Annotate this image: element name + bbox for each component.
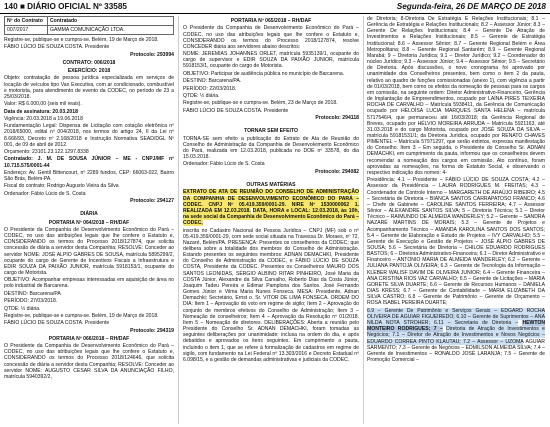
- paragraph: Registre-se, publique-se e cumpra-se. Belém, 19 de Março de 2018.: [4, 37, 159, 43]
- paragraph: DESTINO: Barcarena/PA.: [183, 78, 242, 85]
- contract-table: [4, 16, 174, 35]
- table-header-row: [5, 17, 174, 26]
- paragraph: QTDE: ½ diária.: [183, 92, 220, 99]
- signature: FÁBIO LÚCIO DE SOUZA COSTA. Presidente: [183, 107, 289, 114]
- highlight-blue: Diretoria de Atração de Investimentos e Negócios; 7.1 – Diretor de Atração de Investimentos e Novos Negócios – EDUARDO CORREA PINTO KLAUTAU; 7.2 – Assessor – UZOMA: [367, 326, 545, 345]
- paragraph: Data de assinatura: 20.03.2018: [4, 108, 78, 115]
- column-divider: [363, 16, 364, 424]
- table-cell: 007/2017: [5, 26, 48, 35]
- page-number: 140: [4, 2, 18, 11]
- section-title: PORTARIA Nº 066/2018 – RH/DAF: [48, 335, 130, 342]
- signature: FÁBIO LÚCIO DE SOUZA COSTA. Presidente: [4, 44, 110, 51]
- section-title: DIÁRIA: [80, 211, 98, 218]
- paragraph: O Presidente da Companhia de Desenvolvimento Econômico do Pará – CODEC, no uso das atribuições legais que lhe confere o Estatuto e, CONSIDERANDO os termos do Processo 2018/124646, que solicita concessão de diária a servidor desta Companhia; RESOLVE: Conceder ao servidor NOME: AUGUSTO CESAR SILVA DA ANUNCIAÇÃO FILHO, matrícula 5940392/2,: [4, 343, 174, 380]
- paragraph: QTDE: ½ diária.: [4, 305, 41, 312]
- protocol-number: Protocolo: 294319: [130, 327, 174, 334]
- paragraph: DESTINO: Barcarena/PA: [4, 290, 61, 297]
- highlight-yellow: DATA, HORA e LOCAL: 12.03.2018, às 10h, na sede social da Companhia de Desenvolvimento Econômico do Pará – CODEC,: [183, 207, 359, 227]
- table-header: Nº do Contrato: [5, 17, 48, 26]
- paragraph: Endereço: Av. Gentil Bittencourt, nº 2289 fundos, CEP: 66063-022, Bairro São Brás, Belém-PA.: [4, 169, 174, 182]
- paragraph: Registre-se, publique-se e cumpra-se. Belém, 23 de Março de 2018.: [183, 100, 338, 107]
- paragraph: Ordenador: Fábio Lúcio de S. Costa: [183, 161, 265, 168]
- column-2: [183, 16, 359, 424]
- table-header: Contratado: [48, 17, 174, 26]
- protocol-number: Protocolo: 294127: [130, 198, 174, 205]
- paragraph: O Presidente da Companhia de Desenvolvimento Econômico do Pará – CODEC, no uso das atribuições legais que lhe confere o Estatuto e, CONSIDERANDO os termos do Processo 2018/127874, resolve CONCEDER diária aos servidores abaixo descritos:: [183, 25, 359, 50]
- paragraph: inscrita no Cadastro Nacional de Pessoa Jurídica – CNPJ (MF) sob o nº 05.419.359/0001-29, com sede social situada na Travessa Dr. Moraes, nº 72, Nazaré, Belém/PA. PRESENÇA: Presentes os conselheiros da CODEC; que delibera sobre a totalidade dos membros do Conselho de Administração. Estando presentes os seguintes membros: ADNAN DEMACHKI, Presidente do Conselho de Administração da CODEC, e FÁBIO LÚCIO DE SOUZA COSTA, Presidente da CODEC. Presentes os Conselheiros MAURO DOS SANTOS LEONIDAS, SÉRGIO ALBINO RITAR PINHEIRO, José Maria da COSTA Júnior, Alexandre da Silva Carvalho, Roberto Dias da Costa Júnior, Joaquim Tadeu Pereira e Edimar Pamplona dos Santos. José Fernando Gomes Júnior e Vilma Maria Nunes Fonseca. MESA: Presidente, Adnan Demachki; Secretário, Ernst o. Sr. VITOR DE LIMA FONSECA. ORDEM DO DIA: Item 1 – Aprovação do voto em regime de sigilo; Item 2 – Aprovação do conjunto de membros efetivos do Conselho de Administração; Item 3 – Nomeação de conselheiros; Item 4 – Aprovação da Resolução nº 01/2018. Item 5 – Nomeação de diretores. DELIBERAÇÕES: Aberta a reunião pelo Presidente do Conselho Sr. ADNAN DEMACHKI, foram tomadas as seguintes deliberações por unanimidade: inclusa na ordem do dia, e após debatidos e aprovados os itens seguintes. Em cumprimento a pauta, incluindo o item 1, que se refere à formalização de cadastros em regime de sigilo, com fundamento na Lei Federal nº 13.303/2016 e Decreto Estadual nº 6.098/15, e a gestão de demandas administrativas e judiciais da CODEC.: [183, 227, 359, 363]
- section-title: TORNAR SEM EFEITO: [244, 128, 298, 135]
- paragraph: Registre-se, publique-se e cumpra-se. Belém, 19 de Março de 2018.: [4, 312, 159, 319]
- highlight-yellow: EXTRATO DE ATA DE REUNIÃO DO CONSELHO DE ADMINISTRAÇÃO DA COMPANHIA DE DESENVOLVIMENTO ECONÔMICO DO PARÁ – CODEC. CNPJ Nº 05.419.359/0001-29. NIRE Nº 1530000062 1. REALIZADA EM 12.03.2018.: [183, 189, 359, 214]
- paragraph: Vigência: 20.03.2018 a 19.06.2018: [4, 115, 83, 122]
- paragraph: Fundamentação Legal: Dispensa de Licitação com cotação eletrônica nº 2018/65000, edital nº 004/2018, nos termos do artigo 24, II da Lei nº 8.666/93, Decreto nº 2.168/2018 e Instrução Normativa SEAD/DGL Nº 001, de 09 de abril de 2012.: [4, 123, 174, 148]
- paragraph: Orçamento: 23101.23.122.1297.8338: [4, 149, 89, 155]
- protocol-number: Protocolo: 294118: [315, 114, 359, 121]
- column-divider: [178, 16, 179, 424]
- paragraph: O Presidente da Companhia de Desenvolvimento Econômico do Pará – CODEC, no uso das atribuições legais que lhe confere o Estatuto e, CONSIDERANDO os termos do Processo 2018/127874, que solicita concessão de diária a servidor desta Companhia; RESOLVE: Conceder ao servidor NOME: JOSÉ ALPIO GABRES DE SOUSA, matrícula 5895299/2, ocupante do cargo de Gerente de Incentivos Fiscais a Infraestrutura e EDIR SOUZA DA PAIXÃO JUNIOR, matrícula 5918153/1, ocupante do cargo de Motorista.: [4, 226, 174, 276]
- paragraph-text: AGUIAR SARMENTO; 7.3 – Gerente de Negócios – EDMILSON ALMEIDA SILVA; 7.4 – Gerente de Investimentos – RONALDO JOSÉ LARANJA; 7.5 – Gerente de Promoção Comercial –: [367, 338, 545, 363]
- highlighted-paragraph: [367, 308, 545, 363]
- table-row: [5, 26, 174, 35]
- section-title: OUTRAS MATÉRIAS: [246, 182, 296, 189]
- paragraph: PERÍODO: 22/03/2018.: [183, 85, 237, 92]
- signature: FÁBIO LÚCIO DE SOUZA COSTA. Presidente: [4, 320, 110, 327]
- paragraph: de Diretoria; 8-Diretoria De Estratégia E Relações Institucionais; 8.1 – Gerência de Estratégia e Relações Institucionais; 8.2 – Assessor Júnior; 8.3 – Gerente De Relações Institucionais; 8.4 – Gerente De Atração de Investimentos e Relações Institucionais; 8.5 – Gerente de Estratégia Institucional; 8.6 – Assessor Sênior; 8.7 – Gerente Regional Belém e Área Metropolitana; 8.8 – Gerente Regional Santarém; 8.9 – Gerente Regional Marabá; 9 – Diretoria Jurídica; 9.1 – Diretor Jurídico; 9.2 – Coordenador do núcleo Jurídico; 9.3 – Assessor Júnior; 9.4 – Assessor Sênior; 9.5 – Secretário de Diretoria. Após discussões, o novo cronograma foi aprovado por unanimidade dos Conselheiros presentes, bem como o item 2 da pauta, relativo ao quadro de funções comissionadas (anexo 1), com vigência a partir de 01/03/2018, bem como os efeitos da nomeação de pessoas para os cargos em comissão, na seguinte ordem: Diretor Administrativo-Financeiro, Gerência de Implantação de Empreendimentos, ocupado por LAÍNA PIRES TEIXEIRA ROCHA DE CARVALHO – Matrícula 5938411, da Gerência de Comunicação ocupado por HELOÍSA LUCIA MARQUES SANTA HELENA – matrícula 5717546/4, que permaneceu até 16/03/2018; da Gerência Regional de Breves, ocupado por HÉLVIO MOREIRA ARRUDA – Matrícula 5921163, até 31.03.2018 e do cargo Motorista, ocupado por JOSÉ SOUZA DA SILVA – matrícula 59181531/1; da Diretoria Jurídica, ocupado por RENATO CHAVES PIMENTEL – Matrícula 57971297, que serão extintos, expressa manifestação do Conselho. Item 3 – Em seguida, o Presidente do Conselho Sr. ADNAN DEMACHKI, em cumprimento da pauta, informou que os conselheiros devem recomendar a nomeação dos cargos em comissão. Ato contínuo, foram aprovadas as nomeações, na forma do Estatuto Social, e observando o respectivo indicação dos nomes: 4-: [367, 16, 545, 176]
- highlighted-paragraph: [183, 189, 359, 226]
- section-title: CONTRATO: 006/2018: [62, 59, 116, 66]
- highlight-blue: 6.9 – Gerente De Patrimônio e Serviços Gerais – EDGARD ROCHA OLIVEIRA DE AGUIAR FIGUEIREDO; 6.10 – Gerente de Suprimentos – ANA NILDA NOTA STROHER; 6.11 – Secretaria de Diretoria –: [367, 307, 545, 327]
- paragraph: OBJETIVO: Participar de audiência pública no município de Barcarena.: [183, 70, 345, 77]
- table-cell: GAMMA COMUNICAÇÃO LTDA.: [48, 26, 174, 35]
- page-header: [0, 0, 550, 14]
- paragraph: Ordenador: Fábio Lúcio de S. Costa: [4, 190, 86, 197]
- publication-date: Segunda-feira, 26 DE MARÇO DE 2018: [396, 2, 546, 11]
- paragraph: NOME: JEREMIAS JOHANNES ORLET, matrícula 5935139/1, ocupante do cargo de supervisor e EDIR SOUZA DA PAIXÃO JUNIOR, matrícula 5918153/1, ocupante do cargo de Motorista.: [183, 51, 359, 70]
- publication-name: DIÁRIO OFICIAL Nº 33585: [27, 2, 127, 11]
- protocol-number: Protocolo: 293994: [130, 51, 174, 58]
- paragraph: Valor: R$ 6.000,00 (seis mil reais).: [4, 101, 82, 108]
- section-title: PORTARIA Nº 065/2018 – RH/DAF: [230, 18, 312, 24]
- section-title: PORTARIA Nº 064/2018 – RH/DAF: [48, 219, 130, 226]
- page-number-and-title: 140 ■ DIÁRIO OFICIAL Nº 33585: [4, 2, 127, 11]
- paragraph: Objeto: contratação de pessoa jurídica especializada em serviços de locação de veículos tipo Van Executiva, com ar condicionado, combustível e motorista, para atendimento de evento da CODEC, no período de 23 a 25/03/2018.: [4, 75, 174, 100]
- section-subtitle: EXERCÍCIO: 2018: [67, 68, 111, 74]
- column-1: [4, 16, 174, 424]
- highlight-blue: HEWTON MONTEIRO RODRIGUES; 7 –: [367, 320, 545, 333]
- paragraph: Fiscal do contrato: Rodrigo Augusto Vieira da Silva: [4, 183, 119, 190]
- paragraph: TORNA-SE sem efeito a publicação do Extrato de Ata de Reunião do Conselho de Administração da Companhia de Desenvolvimento Econômico do Pará, realizada em 12.03.2018, publicada no DOE nº 33578, do dia 15.03.2018.: [183, 135, 359, 161]
- paragraph: Contratado: J. M. DE SOUSA JÚNIOR – ME - CNPJ/MF nº 10.715.575/0001-44: [4, 156, 174, 169]
- paragraph: Presidência: 4.1 – Presidente – FÁBIO LÚCIO DE SOUZA COSTA; 4.2 – Assessor da Presidência – LAURA RODRIGUES M. FREITAS; 4.3 – Coordenador de Controle Interno – MARGARETH DE ARAÚJO RIBEIRO; 4.5 – Secretária de Diretoria – BIANCA SANTOS CARRAPATOSO FRANCO; 4.6 – Chefe de Gabinete – CAROLINE SANTOS FERREIRA; 4.7 – Assessor Sênior – ALEXANDRE SANTOS SILVA; 5 – Diretoria Técnica; 5.1 – Diretor Técnico – RAIMUNDO DE ALMEIDA WANDERLEY; 5.2 – Gerente – SANDRA NAZARÉ MARTINS DE MORAIS; 5.3 – Gerente de Projetos e Acompanhamento Técnico – AMANDA KAROLINA SANTOS DOS SANTOS; 5.4 – Gerente de Elaboração e Estudo de Projetos – IVY CARVALHO; 5.5 – Gerente de Execução e Gestão de Projetos – JOSÉ ALPIO GABRES DE SOUSA; 5.6 – Secretária de Diretoria – CHILOE EDUARDO RODRIGUES BASTOS; 6 – Diretoria Administrativo-Financeira; 6.1 – Diretor Administrativo e Financeiro – ANTONIO MARIA DE ALMEIDA WANDERLEY; 6.2 – Gerente – JULIANA PANTOJA OLIVEIRA; 6.3 – Gerente de Tecnologia da Informação – KLEBER WALISF DAVIM DE OLIVEIRA JUNIOR; 6.4 – Gerente Financeira – ANA CRISTINA RIOS VAZ CARVALHO; 6.5 – Gerente de Licitações – MARIA GORETE SILVA DUARTE; 6.6 – Gerente de Recursos Humanos – DANIELA DIAS KRESS; 6.7 – Gerente de Contabilidade – MARIA ELIZABETH DA SILVA CASTRO; 6.8 – Gerente de Patrimônio – Gerente de Orçamento – ROSA ISABEL PEREIRA DUARTE;: [367, 177, 545, 307]
- paragraph: PERÍODO: 27/03/2018.: [4, 298, 58, 305]
- protocol-number: Protocolo: 294082: [315, 168, 359, 175]
- column-3: [367, 16, 545, 424]
- paragraph: OBJETIVO: Acompanhar empresas interessadas em aquisição de área no polo industrial de Barcarena.: [4, 277, 174, 290]
